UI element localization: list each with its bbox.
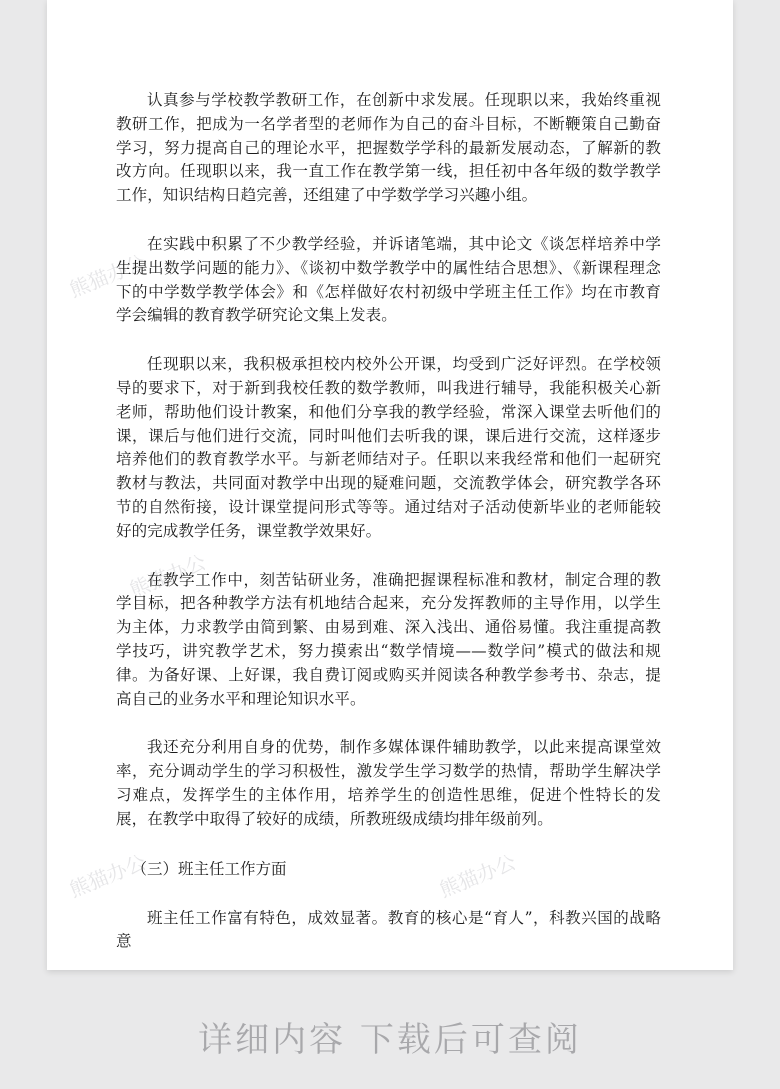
watermark: 熊猫办公: [435, 849, 520, 903]
watermark: 熊猫办公: [65, 249, 150, 303]
document-page: [47, 0, 733, 970]
document-body: [116, 89, 661, 970]
watermark: 熊猫办公: [65, 849, 150, 903]
body-paragraph: 我还充分利用自身的优势，制作多媒体课件辅助教学，以此来提高课堂效率，充分调动学生的学习积极性，激发学生学习数学的热情，帮助学生解决学习难点，发挥学生的主体作用，培养学生的创造性思维，促进个性特长的发展，在教学中取得了较好的成绩，所教班级成绩均排年级前列。: [116, 738, 661, 828]
watermark: 熊猫办公: [125, 549, 210, 603]
section-heading: （三）班主任工作方面: [131, 859, 287, 878]
body-paragraph: 班主任工作富有特色，成效显著。教育的核心是“育人”，科教兴国的战略意: [116, 908, 661, 951]
body-paragraph: 在教学工作中，刻苦钻研业务，准确把握课程标准和教材，制定合理的教学目标，把各种教学方法有机地结合起来，充分发挥教师的主导作用，以学生为主体，力求教学由简到繁、由易到难、深入浅出、通俗易懂。我注重提高教学技巧，讲究教学艺术，努力摸索出“数学情境——数学问”模式的做法和规律。为备好课、上好课，我自费订阅或购买并阅读各种教学参考书、杂志，提高自己的业务水平和理论知识水平。: [116, 570, 661, 708]
download-prompt: 详细内容 下载后可查阅: [198, 1020, 582, 1060]
body-paragraph: 在实践中积累了不少教学经验，并诉诸笔端，其中论文《谈怎样培养中学生提出数学问题的能力》、《谈初中数学教学中的属性结合思想》、《新课程理念下的中学数学教学体会》和《怎样做好农村初级中学班主任工作》均在市教育学会编辑的教育教学研究论文集上发表。: [116, 234, 661, 325]
body-paragraph: 认真参与学校教学教研工作，在创新中求发展。任现职以来，我始终重视教研工作，把成为一名学者型的老师作为自己的奋斗目标，不断鞭策自己勤奋学习，努力提高自己的理论水平，把握数学学科的最新发展动态，了解新的教改方向。任现职以来，我一直工作在教学第一线，担任初中各年级的数学教学工作，知识结构日趋完善，还组建了中学数学学习兴趣小组。: [116, 91, 661, 205]
body-paragraph: 任现职以来，我积极承担校内校外公开课，均受到广泛好评烈。在学校领导的要求下，对于新到我校任教的数学教师，叫我进行辅导，我能积极关心新老师，帮助他们设计教案，和他们分享我的教学经验，常深入课堂去听他们的课，课后与他们进行交流，同时叫他们去听我的课，课后进行交流，这样逐步培养他们的教育教学水平。与新老师结对子。任职以来我经常和他们一起研究教材与教法，共同面对教学中出现的疑难问题，交流教学体会，研究教学各环节的自然衔接，设计课堂提问形式等等。通过结对子活动使新毕业的老师能较好的完成教学任务，课堂教学效果好。: [116, 355, 661, 540]
